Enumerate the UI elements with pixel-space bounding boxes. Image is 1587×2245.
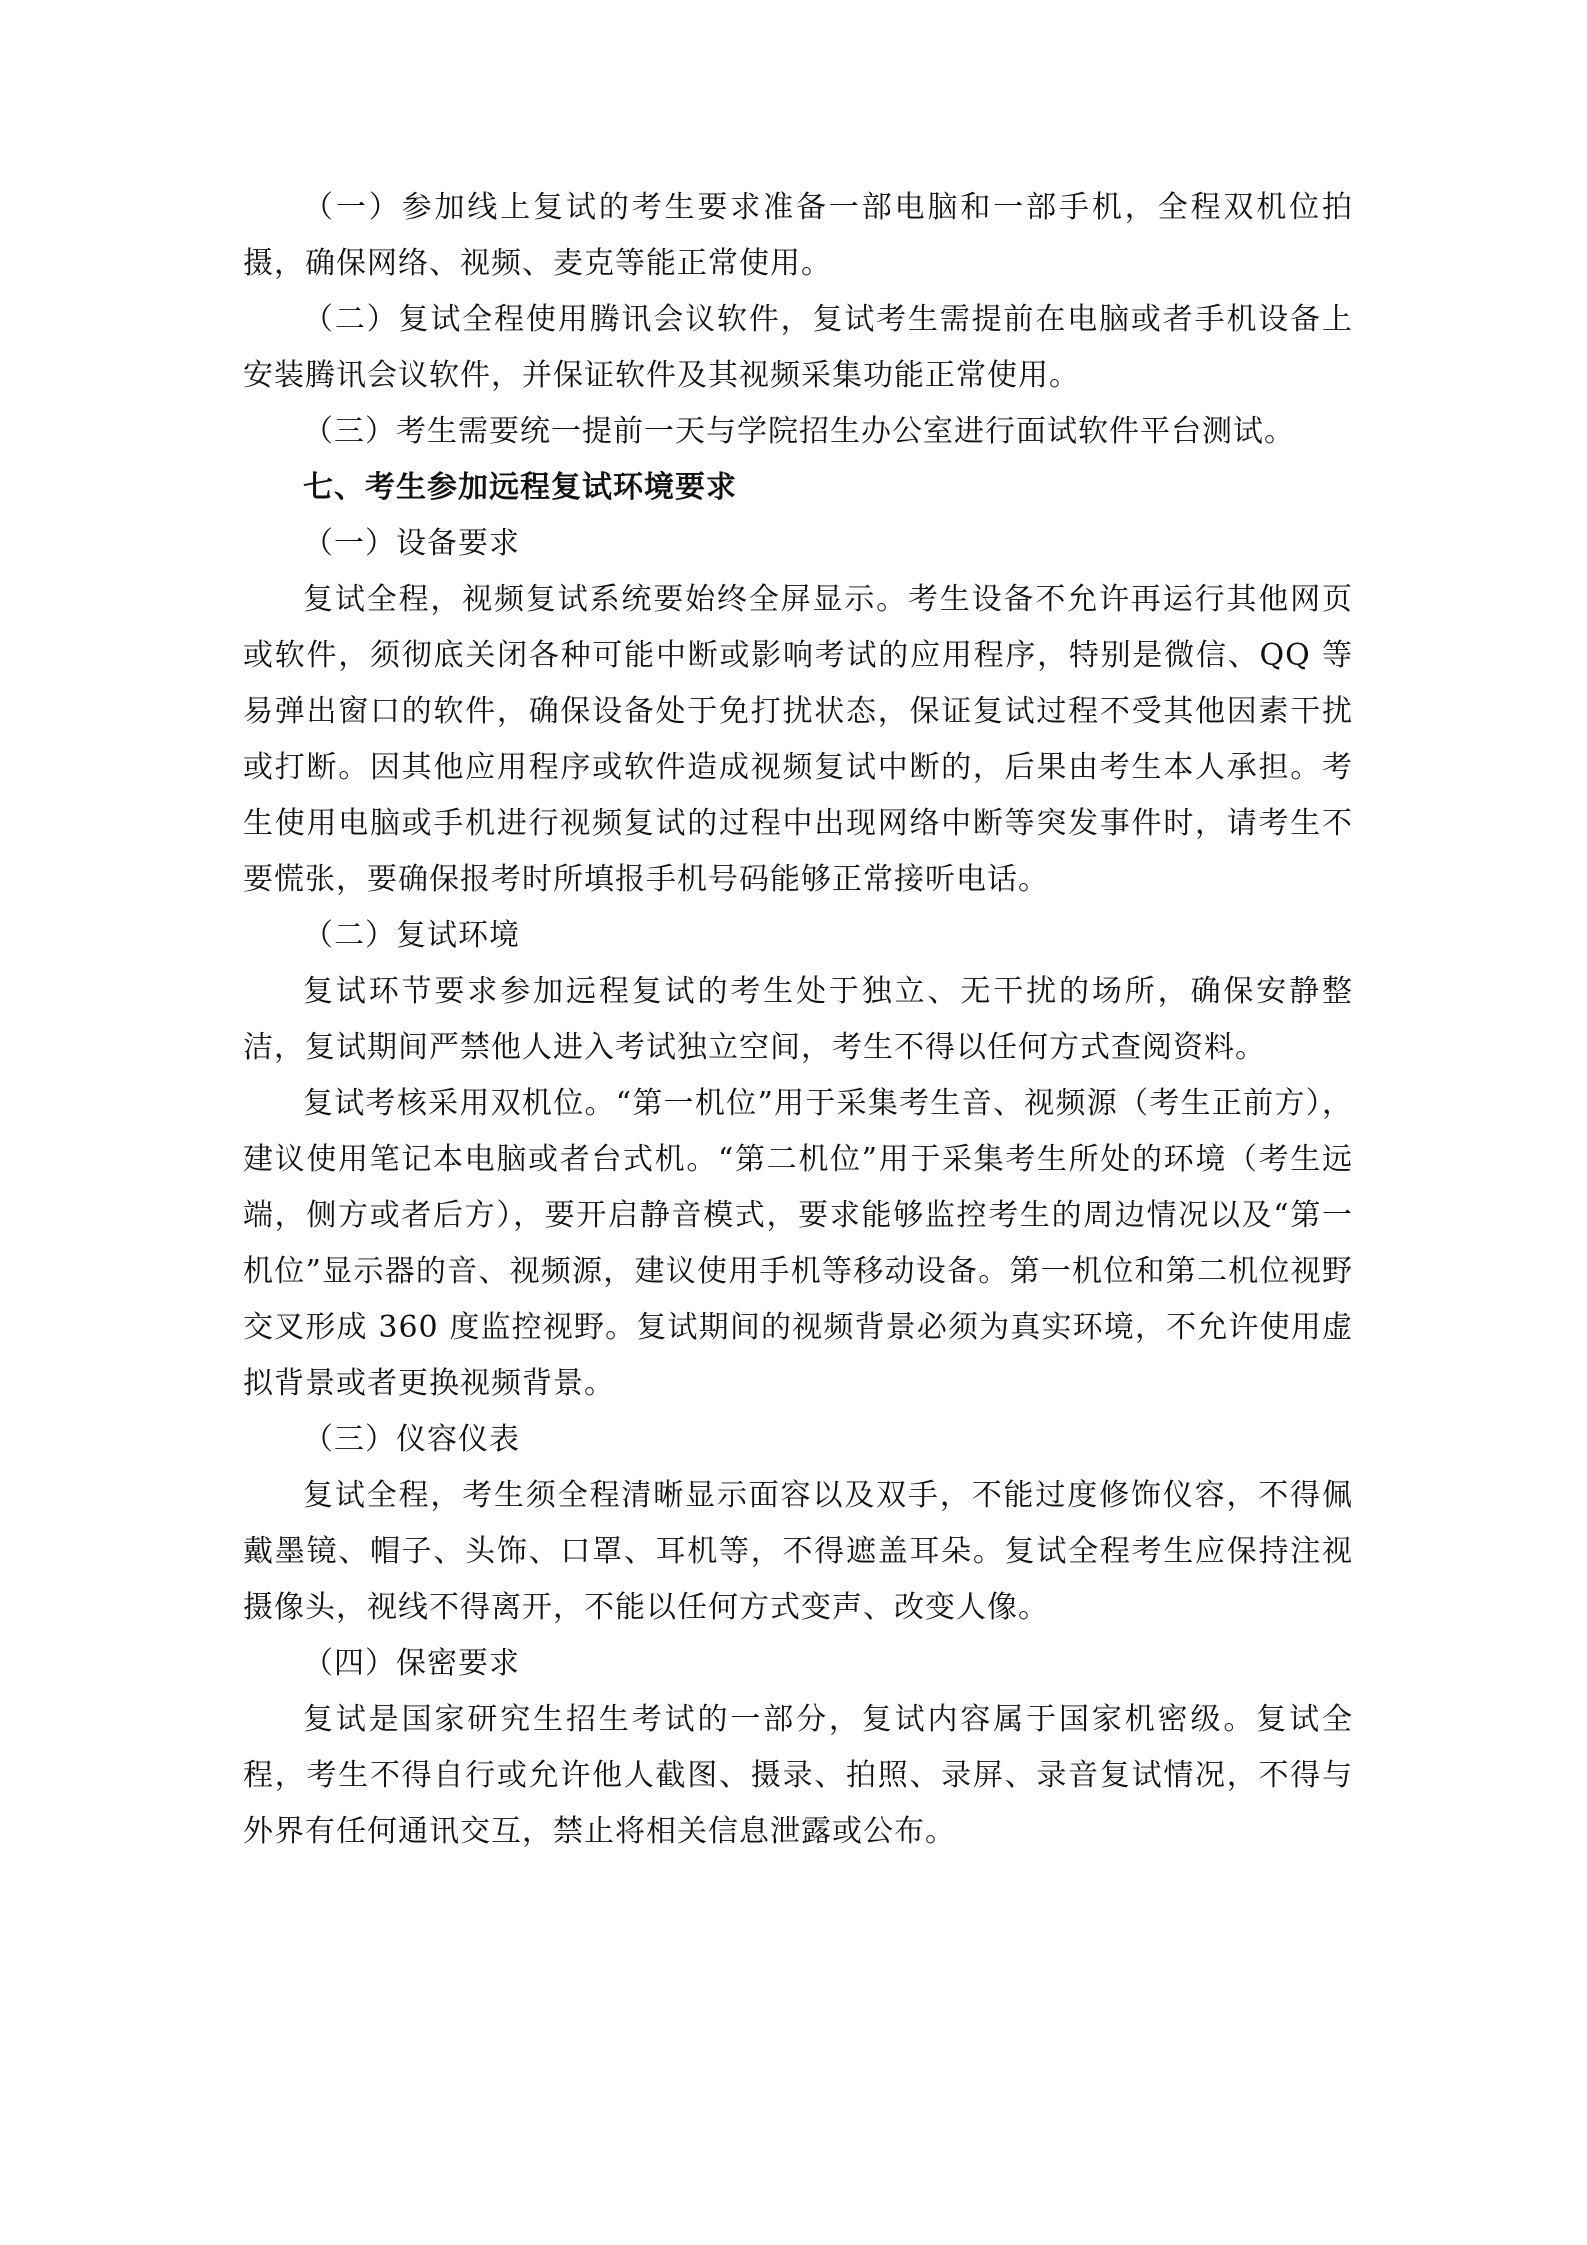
paragraph-appearance: 复试全程，考生须全程清晰显示面容以及双手，不能过度修饰仪容，不得佩戴墨镜、帽子、头饰、口罩、耳机等，不得遮盖耳朵。复试全程考生应保持注视摄像头，视线不得离开，不能以任何方式变声、改变人像。 (243, 1478, 1353, 1625)
paragraph-confidentiality: 复试是国家研究生招生考试的一部分，复试内容属于国家机密级。复试全程，考生不得自行或允许他人截图、摄录、拍照、录屏、录音复试情况，不得与外界有任何通讯交互，禁止将相关信息泄露或公布。 (243, 1702, 1353, 1849)
paragraph-platform-test: （三）考生需要统一提前一天与学院招生办公室进行面试软件平台测试。 (303, 414, 1295, 449)
paragraph-equipment: 复试全程，视频复试系统要始终全屏显示。考生设备不允许再运行其他网页或软件，须彻底关闭各种可能中断或影响考试的应用程序，特别是微信、QQ 等易弹出窗口的软件，确保设备处于免打扰状态，保证复试过程不受其他因素干扰或打断。因其他应用程序或软件造成视频复试中断的，后果由考生本人承担。考生使用电脑或手机进行视频复试的过程中出现网络中断等突发事件时，请考生不要慌张，要确保报考时所填报手机号码能够正常接听电话。 (243, 582, 1353, 897)
subheading-environment: （二）复试环境 (303, 918, 520, 953)
section-heading-environment: 七、考生参加远程复试环境要求 (303, 470, 737, 505)
paragraph-device-prep: （一）参加线上复试的考生要求准备一部电脑和一部手机，全程双机位拍摄，确保网络、视频、麦克等能正常使用。 (243, 190, 1353, 281)
subheading-equipment: （一）设备要求 (303, 526, 520, 561)
document-body (243, 180, 1353, 1860)
subheading-appearance: （三）仪容仪表 (303, 1422, 520, 1457)
paragraph-tencent-meeting: （二）复试全程使用腾讯会议软件，复试考生需提前在电脑或者手机设备上安装腾讯会议软件，并保证软件及其视频采集功能正常使用。 (243, 302, 1353, 393)
subheading-confidentiality: （四）保密要求 (303, 1646, 520, 1681)
paragraph-dual-camera: 复试考核采用双机位。“第一机位”用于采集考生音、视频源（考生正前方），建议使用笔记本电脑或者台式机。“第二机位”用于采集考生所处的环境（考生远端，侧方或者后方），要开启静音模式，要求能够监控考生的周边情况以及“第一机位”显示器的音、视频源，建议使用手机等移动设备。第一机位和第二机位视野交叉形成 360 度监控视野。复试期间的视频背景必须为真实环境，不允许使用虚拟背景或者更换视频背景。 (243, 1086, 1353, 1401)
paragraph-environment: 复试环节要求参加远程复试的考生处于独立、无干扰的场所，确保安静整洁，复试期间严禁他人进入考试独立空间，考生不得以任何方式查阅资料。 (243, 974, 1353, 1065)
